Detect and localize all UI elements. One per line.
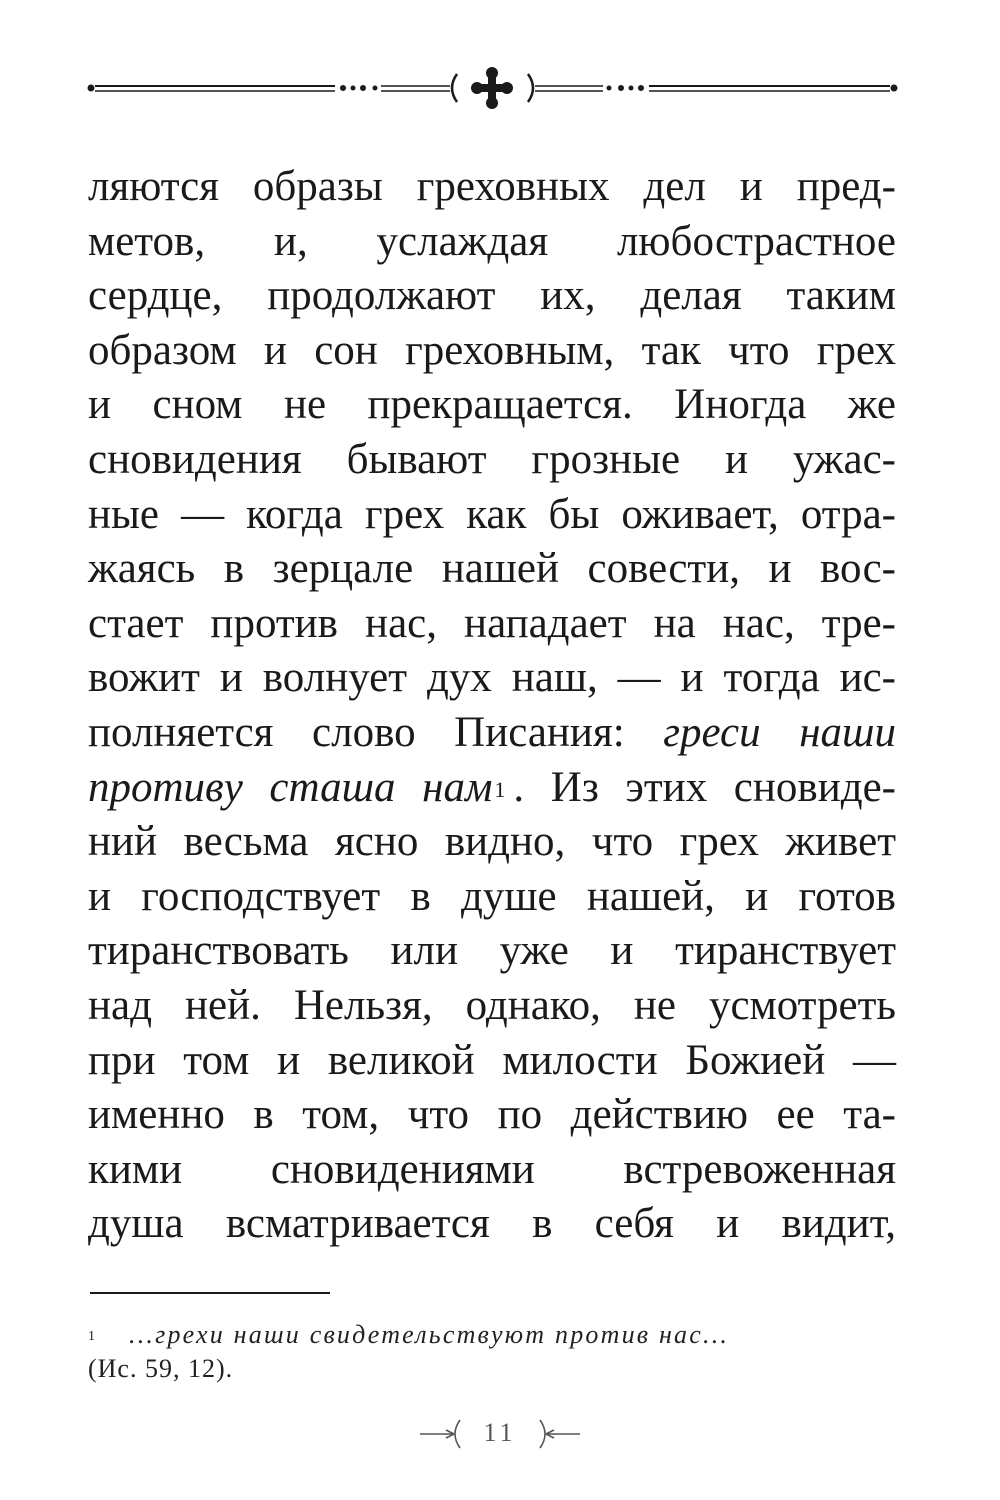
text-line: метов, и, услаждая любострастное — [88, 217, 896, 265]
text-line: ний весьма ясно видно, что грех живет — [88, 818, 896, 866]
text-line: ляются образы греховных дел и пред- — [88, 163, 896, 210]
footnote-divider — [90, 1292, 330, 1294]
text-line: сновидения бывают грозные и ужас- — [88, 435, 896, 483]
text-line: тиранствовать или уже и тиранствует — [88, 927, 896, 975]
footnote-text: ...грехи наши свидетельствуют против нас... — [129, 1320, 730, 1349]
text-line: и господствует в душе нашей, и готов — [88, 872, 896, 920]
text-line-with-footnote: противу сташа нам$^1$ . Из этих сновиде- — [88, 763, 896, 811]
text-line: и сном не прекращается. Иногда же — [88, 381, 896, 429]
text-line: образом и сон греховным, так что грех — [88, 326, 896, 374]
header-ornament — [85, 60, 900, 120]
footnote-reference-citation: (Ис. 59, 12). — [88, 1354, 234, 1383]
text-line: при том и великой милости Божией — — [88, 1036, 896, 1084]
text-line: именно в том, что по действию ее та- — [88, 1091, 896, 1139]
scripture-quote-italic: противу сташа нам — [88, 763, 493, 811]
scripture-quote-italic: греси наши — [663, 708, 896, 756]
cross-ornament-icon — [471, 67, 513, 109]
footnote-reference: 1 — [494, 776, 506, 802]
body-text — [88, 160, 896, 1252]
text-line: вожит и волнует дух наш, — и тогда ис- — [88, 654, 896, 702]
text-line: стает против нас, нападает на нас, тре- — [88, 599, 896, 647]
page-number: 11 — [483, 1418, 517, 1447]
text-line: сердце, продолжают их, делая таким — [88, 272, 896, 320]
footnote — [88, 1318, 896, 1386]
text-line: над ней. Нельзя, однако, не усмотреть — [88, 981, 896, 1029]
text-line: ные — когда грех как бы оживает, отра- — [88, 490, 896, 538]
footnote-mark: 1 — [88, 1329, 95, 1344]
text-line-with-quote — [88, 706, 896, 761]
text-segment: Из этих сновиде- — [550, 763, 896, 811]
text-line: кими сновидениями встревоженная — [88, 1145, 896, 1193]
text-line: душа всматривается в себя и видит, — [88, 1200, 896, 1248]
text-line: жаясь в зерцале нашей совести, и вос- — [88, 545, 896, 593]
page-number-ornament — [420, 1410, 580, 1460]
text-segment: полняется слово Писания: — [88, 708, 625, 756]
